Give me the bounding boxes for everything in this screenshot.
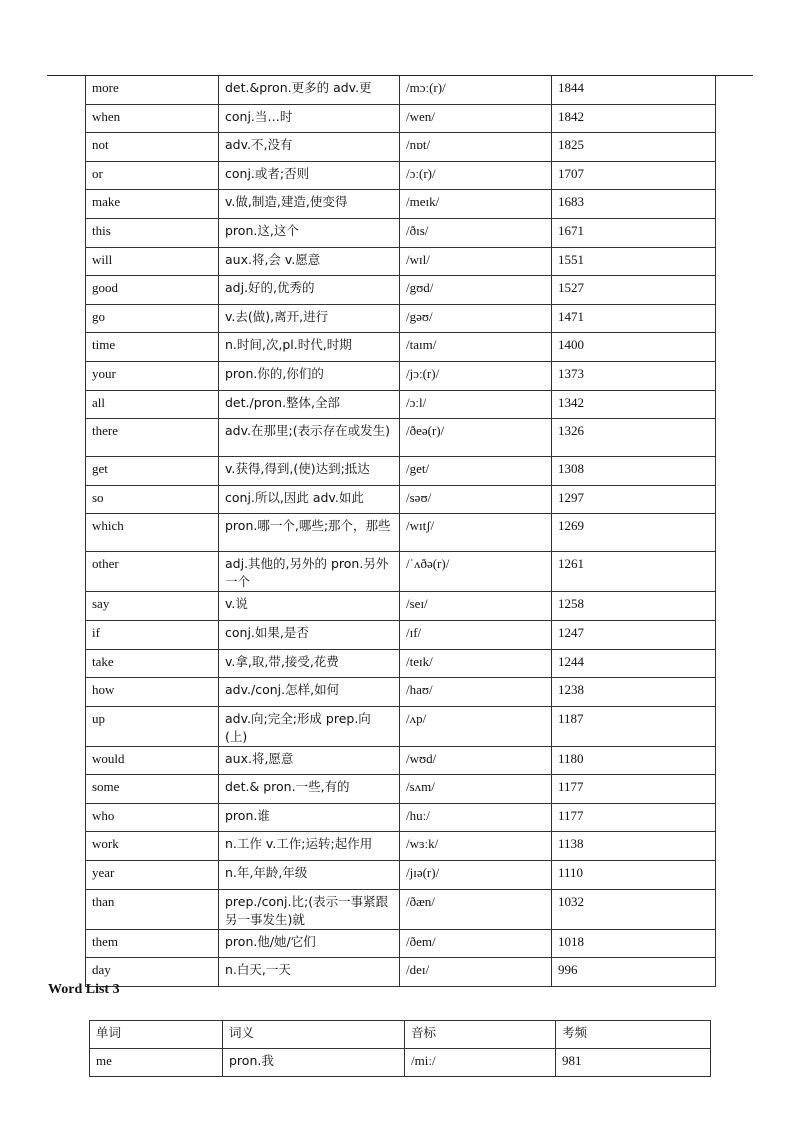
word-cell: go <box>86 304 219 333</box>
table-row <box>86 133 716 162</box>
frequency-cell: 1177 <box>552 775 716 804</box>
meaning-cell: pron.哪一个,哪些;那个，那些 <box>219 514 400 552</box>
meaning-cell: pron.你的,你们的 <box>219 361 400 390</box>
table-row <box>86 649 716 678</box>
header-frequency: 考频 <box>556 1021 711 1049</box>
meaning-cell: conj.如果,是否 <box>219 620 400 649</box>
phonetic-cell: /ɪf/ <box>400 620 552 649</box>
word-cell: your <box>86 361 219 390</box>
meaning-cell: adv./conj.怎样,如何 <box>219 678 400 707</box>
phonetic-cell: /taɪm/ <box>400 333 552 362</box>
table-row <box>86 803 716 832</box>
phonetic-cell: /wen/ <box>400 104 552 133</box>
frequency-cell: 1297 <box>552 485 716 514</box>
meaning-cell: conj.或者;否则 <box>219 161 400 190</box>
frequency-cell: 1269 <box>552 514 716 552</box>
frequency-cell: 1844 <box>552 76 716 104</box>
table-row <box>86 620 716 649</box>
table-row <box>86 832 716 861</box>
phonetic-cell: /teɪk/ <box>400 649 552 678</box>
frequency-cell: 1400 <box>552 333 716 362</box>
phonetic-cell: /huː/ <box>400 803 552 832</box>
table-row <box>86 333 716 362</box>
word-cell: how <box>86 678 219 707</box>
word-cell: all <box>86 390 219 419</box>
meaning-cell: adv.不,没有 <box>219 133 400 162</box>
phonetic-cell: /ʌp/ <box>400 706 552 746</box>
frequency-cell: 1707 <box>552 161 716 190</box>
word-list-3-title: Word List 3 <box>48 982 120 997</box>
frequency-cell: 1326 <box>552 419 716 457</box>
word-cell: good <box>86 276 219 305</box>
frequency-cell: 1187 <box>552 706 716 746</box>
meaning-cell: n.时间,次,pl.时代,时期 <box>219 333 400 362</box>
table-row <box>86 592 716 621</box>
table-row <box>86 514 716 552</box>
phonetic-cell: /get/ <box>400 457 552 486</box>
frequency-cell: 1247 <box>552 620 716 649</box>
frequency-cell: 996 <box>552 958 716 987</box>
frequency-cell: 1683 <box>552 190 716 219</box>
frequency-cell: 1308 <box>552 457 716 486</box>
word-cell: year <box>86 861 219 890</box>
table-row <box>86 390 716 419</box>
word-cell: so <box>86 485 219 514</box>
frequency-cell: 1138 <box>552 832 716 861</box>
phonetic-cell: /ðæn/ <box>400 889 552 929</box>
meaning-cell: adv.在那里;(表示存在或发生) <box>219 419 400 457</box>
table-row <box>86 104 716 133</box>
phonetic-cell: /wʊd/ <box>400 746 552 775</box>
phonetic-cell: /haʊ/ <box>400 678 552 707</box>
meaning-cell: pron.谁 <box>219 803 400 832</box>
word-cell: make <box>86 190 219 219</box>
meaning-cell: pron.我 <box>223 1049 405 1077</box>
frequency-cell: 1671 <box>552 218 716 247</box>
table-row <box>86 76 716 104</box>
word-cell: time <box>86 333 219 362</box>
frequency-cell: 1032 <box>552 889 716 929</box>
frequency-cell: 1551 <box>552 247 716 276</box>
word-cell: some <box>86 775 219 804</box>
frequency-cell: 1180 <box>552 746 716 775</box>
table-row <box>86 304 716 333</box>
header-meaning: 词义 <box>223 1021 405 1049</box>
table-row <box>86 958 716 987</box>
meaning-cell: conj.所以,因此 adv.如此 <box>219 485 400 514</box>
phonetic-cell: /miː/ <box>405 1049 556 1077</box>
header-phonetic: 音标 <box>405 1021 556 1049</box>
word-cell: than <box>86 889 219 929</box>
meaning-cell: conj.当…时 <box>219 104 400 133</box>
meaning-cell: n.工作 v.工作;运转;起作用 <box>219 832 400 861</box>
phonetic-cell: /ɔː(r)/ <box>400 161 552 190</box>
meaning-cell: v.拿,取,带,接受,花费 <box>219 649 400 678</box>
table-row <box>86 678 716 707</box>
table-row <box>86 276 716 305</box>
word-cell: them <box>86 929 219 958</box>
meaning-cell: n.年,年龄,年级 <box>219 861 400 890</box>
word-cell: there <box>86 419 219 457</box>
phonetic-cell: /deɪ/ <box>400 958 552 987</box>
table-row <box>86 552 716 592</box>
frequency-cell: 1261 <box>552 552 716 592</box>
table-row <box>86 419 716 457</box>
word-cell: who <box>86 803 219 832</box>
frequency-cell: 1471 <box>552 304 716 333</box>
meaning-cell: v.去(做),离开,进行 <box>219 304 400 333</box>
word-list-2-table <box>85 76 716 987</box>
word-cell: when <box>86 104 219 133</box>
word-cell: day <box>86 958 219 987</box>
table-row <box>86 218 716 247</box>
word-cell: not <box>86 133 219 162</box>
phonetic-cell: /mɔː(r)/ <box>400 76 552 104</box>
table-row <box>86 746 716 775</box>
meaning-cell: det.&pron.更多的 adv.更 <box>219 76 400 104</box>
phonetic-cell: /meɪk/ <box>400 190 552 219</box>
phonetic-cell: /jɪə(r)/ <box>400 861 552 890</box>
word-cell: if <box>86 620 219 649</box>
phonetic-cell: /wɜːk/ <box>400 832 552 861</box>
frequency-cell: 1527 <box>552 276 716 305</box>
phonetic-cell: /ˈʌðə(r)/ <box>400 552 552 592</box>
phonetic-cell: /gʊd/ <box>400 276 552 305</box>
frequency-cell: 1110 <box>552 861 716 890</box>
table-row <box>86 706 716 746</box>
table-row <box>86 775 716 804</box>
phonetic-cell: /ðeə(r)/ <box>400 419 552 457</box>
phonetic-cell: /ðem/ <box>400 929 552 958</box>
meaning-cell: aux.将,愿意 <box>219 746 400 775</box>
frequency-cell: 1018 <box>552 929 716 958</box>
table-header-row <box>90 1021 711 1049</box>
word-cell: other <box>86 552 219 592</box>
frequency-cell: 1258 <box>552 592 716 621</box>
phonetic-cell: /nɒt/ <box>400 133 552 162</box>
table-row <box>86 889 716 929</box>
word-cell: take <box>86 649 219 678</box>
word-cell: work <box>86 832 219 861</box>
meaning-cell: det.& pron.一些,有的 <box>219 775 400 804</box>
word-cell: get <box>86 457 219 486</box>
meaning-cell: v.说 <box>219 592 400 621</box>
table-row <box>86 247 716 276</box>
word-cell: more <box>86 76 219 104</box>
meaning-cell: pron.这,这个 <box>219 218 400 247</box>
header-word: 单词 <box>90 1021 223 1049</box>
table-row <box>86 190 716 219</box>
table-row <box>86 361 716 390</box>
table-row <box>90 1049 711 1077</box>
phonetic-cell: /jɔː(r)/ <box>400 361 552 390</box>
meaning-cell: adv.向;完全;形成 prep.向(上) <box>219 706 400 746</box>
frequency-cell: 1244 <box>552 649 716 678</box>
meaning-cell: adj.好的,优秀的 <box>219 276 400 305</box>
meaning-cell: prep./conj.比;(表示一事紧跟另一事发生)就 <box>219 889 400 929</box>
meaning-cell: aux.将,会 v.愿意 <box>219 247 400 276</box>
table-row <box>86 457 716 486</box>
frequency-cell: 981 <box>556 1049 711 1077</box>
word-cell: me <box>90 1049 223 1077</box>
frequency-cell: 1238 <box>552 678 716 707</box>
word-cell: this <box>86 218 219 247</box>
meaning-cell: pron.他/她/它们 <box>219 929 400 958</box>
frequency-cell: 1825 <box>552 133 716 162</box>
meaning-cell: v.做,制造,建造,使变得 <box>219 190 400 219</box>
word-cell: will <box>86 247 219 276</box>
meaning-cell: adj.其他的,另外的 pron.另外一个 <box>219 552 400 592</box>
table-row <box>86 861 716 890</box>
phonetic-cell: /wɪtʃ/ <box>400 514 552 552</box>
phonetic-cell: /wɪl/ <box>400 247 552 276</box>
frequency-cell: 1373 <box>552 361 716 390</box>
frequency-cell: 1342 <box>552 390 716 419</box>
frequency-cell: 1177 <box>552 803 716 832</box>
phonetic-cell: /sʌm/ <box>400 775 552 804</box>
word-cell: say <box>86 592 219 621</box>
word-cell: would <box>86 746 219 775</box>
word-list-3-table <box>89 1020 711 1077</box>
phonetic-cell: /gəʊ/ <box>400 304 552 333</box>
table-row <box>86 161 716 190</box>
meaning-cell: det./pron.整体,全部 <box>219 390 400 419</box>
phonetic-cell: /ɔːl/ <box>400 390 552 419</box>
phonetic-cell: /səʊ/ <box>400 485 552 514</box>
table-row <box>86 929 716 958</box>
phonetic-cell: /ðɪs/ <box>400 218 552 247</box>
phonetic-cell: /seɪ/ <box>400 592 552 621</box>
frequency-cell: 1842 <box>552 104 716 133</box>
table-row <box>86 485 716 514</box>
meaning-cell: n.白天,一天 <box>219 958 400 987</box>
word-cell: which <box>86 514 219 552</box>
word-cell: up <box>86 706 219 746</box>
word-cell: or <box>86 161 219 190</box>
meaning-cell: v.获得,得到,(使)达到;抵达 <box>219 457 400 486</box>
